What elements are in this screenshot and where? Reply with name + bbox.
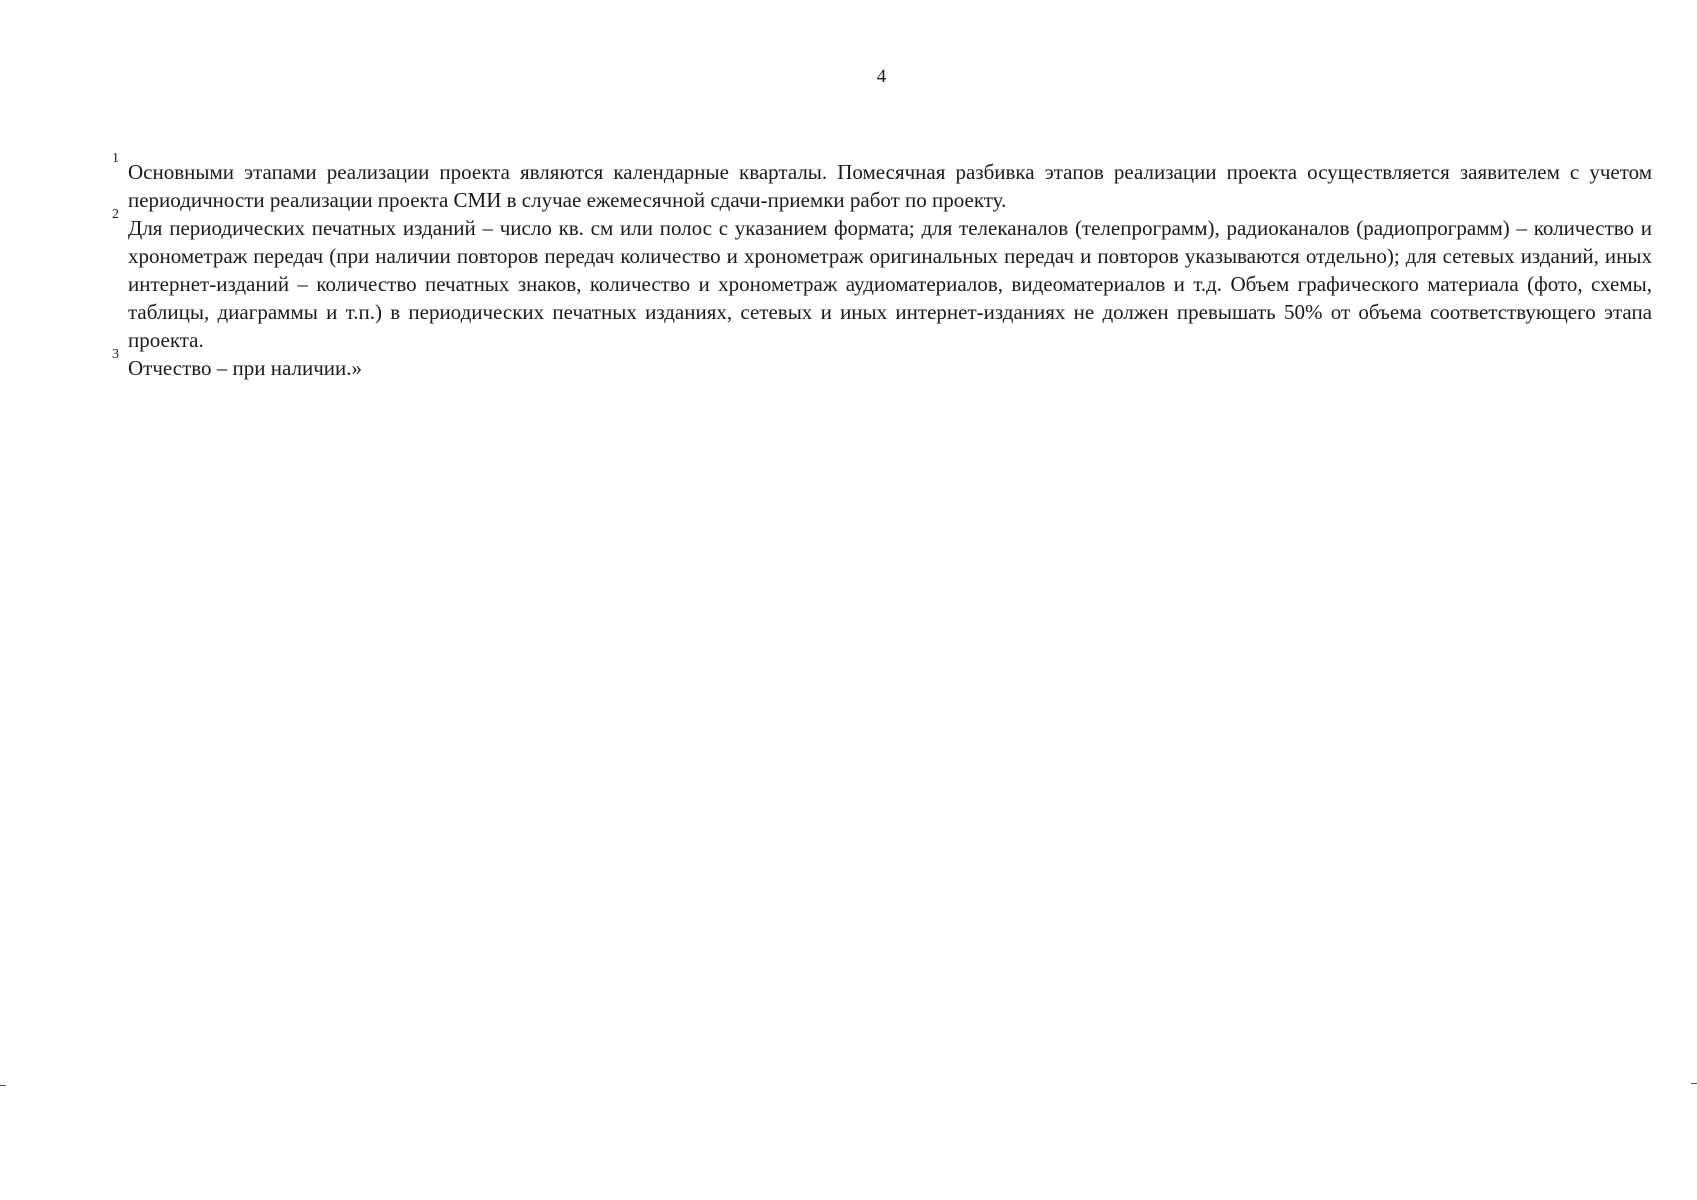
footnote-text: Основными этапами реализации проекта являются календарные кварталы. Помесячная разбивка этапов реализации проекта осуществляется заявителем с учетом периодичности реализации проекта СМИ в случае ежемесячной сдачи-приемки работ по проекту. — [128, 160, 1652, 212]
scan-mark-left — [0, 1085, 6, 1086]
footnote-marker: 3 — [112, 347, 119, 362]
footnote-marker: 2 — [112, 207, 119, 222]
footnotes-section — [112, 151, 1652, 382]
scan-mark-right — [1691, 1083, 1697, 1084]
footnote-marker: 1 — [112, 151, 119, 166]
page-number: 4 — [876, 66, 887, 87]
footnote-text: Отчество – при наличии.» — [128, 356, 362, 380]
footnote-3 — [112, 347, 1652, 382]
footnote-2 — [112, 207, 1652, 354]
footnote-1 — [112, 151, 1652, 214]
footnote-text: Для периодических печатных изданий – число кв. см или полос с указанием формата; для телеканалов (телепрограмм), радиоканалов (радиопрограмм) – количество и хронометраж передач (при наличии повторов передач количество и хронометраж оригинальных передач и повторов указываются отдельно); для сетевых изданий, иных интернет-изданий – количество печатных знаков, количество и хронометраж аудиоматериалов, видеоматериалов и т.д. Объем графического материала (фото, схемы, таблицы, диаграммы и т.п.) в периодических печатных изданиях, сетевых и иных интернет-изданиях не должен превышать 50% от объема соответствующего этапа проекта. — [128, 216, 1652, 352]
